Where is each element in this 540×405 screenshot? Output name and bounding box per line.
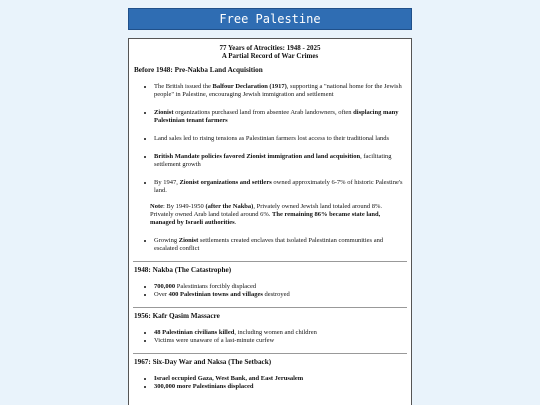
- section-heading: 1948: Nakba (The Catastrophe): [134, 266, 232, 274]
- section-heading: 1967: Six-Day War and Naksa (The Setback): [134, 358, 272, 366]
- note-paragraph: Note: By 1949-1950 (after the Nakba), Privately owned Jewish land totaled around 8%. Privately owned Arab land totaled around 6%. The remaining 86% became state land, managed by Israeli authorities.: [150, 203, 383, 226]
- list-item: • 700,000 Palestinians forcibly displaced: [154, 283, 407, 291]
- section-divider: [133, 261, 407, 262]
- title-line-1: 77 Years of Atrocities: 1948 - 2025: [219, 44, 321, 52]
- document-panel: [128, 38, 412, 405]
- section-divider: [133, 307, 407, 308]
- section-divider: [133, 353, 407, 354]
- list-item: • Over 400 Palestinian towns and villages destroyed: [154, 291, 407, 299]
- document-title: [129, 44, 411, 60]
- header-title: Free Palestine: [219, 12, 321, 26]
- section-pre-1948: [133, 66, 407, 253]
- list-item: • Zionist organizations purchased land from absentee Arab landowners, often displacing many Palestinian tenant farmers: [154, 109, 407, 125]
- page-header: [128, 8, 412, 30]
- list-item: • Growing Zionist settlements created enclaves that isolated Palestinian communities and escalated conflict: [154, 237, 407, 253]
- list-item: • British Mandate policies favored Zionist immigration and land acquisition, facilitating settlement growth: [154, 153, 407, 169]
- section-heading: 1956: Kafr Qasim Massacre: [134, 312, 220, 320]
- list-item: • Israel occupied Gaza, West Bank, and East Jerusalem: [154, 375, 407, 383]
- section-kafr-qasim: [133, 312, 407, 345]
- section-heading: Before 1948: Pre-Nakba Land Acquisition: [134, 66, 263, 74]
- section-nakba: [133, 266, 407, 299]
- section-six-day-war: [133, 358, 407, 391]
- list-item: • 300,000 more Palestinians displaced: [154, 383, 407, 391]
- list-item: • The British issued the Balfour Declaration (1917), supporting a "national home for the Jewish people" in Palestine, encouraging Jewish immigration and settlement: [154, 83, 407, 99]
- list-item: • By 1947, Zionist organizations and settlers owned approximately 6-7% of historic Palestine's land.: [154, 179, 407, 195]
- list-item: • Land sales led to rising tensions as Palestinian farmers lost access to their traditional lands: [154, 135, 407, 143]
- title-line-2: A Partial Record of War Crimes: [221, 52, 319, 60]
- list-item: • Victims were unaware of a last-minute curfew: [154, 337, 407, 345]
- list-item: • 48 Palestinian civilians killed, including women and children: [154, 329, 407, 337]
